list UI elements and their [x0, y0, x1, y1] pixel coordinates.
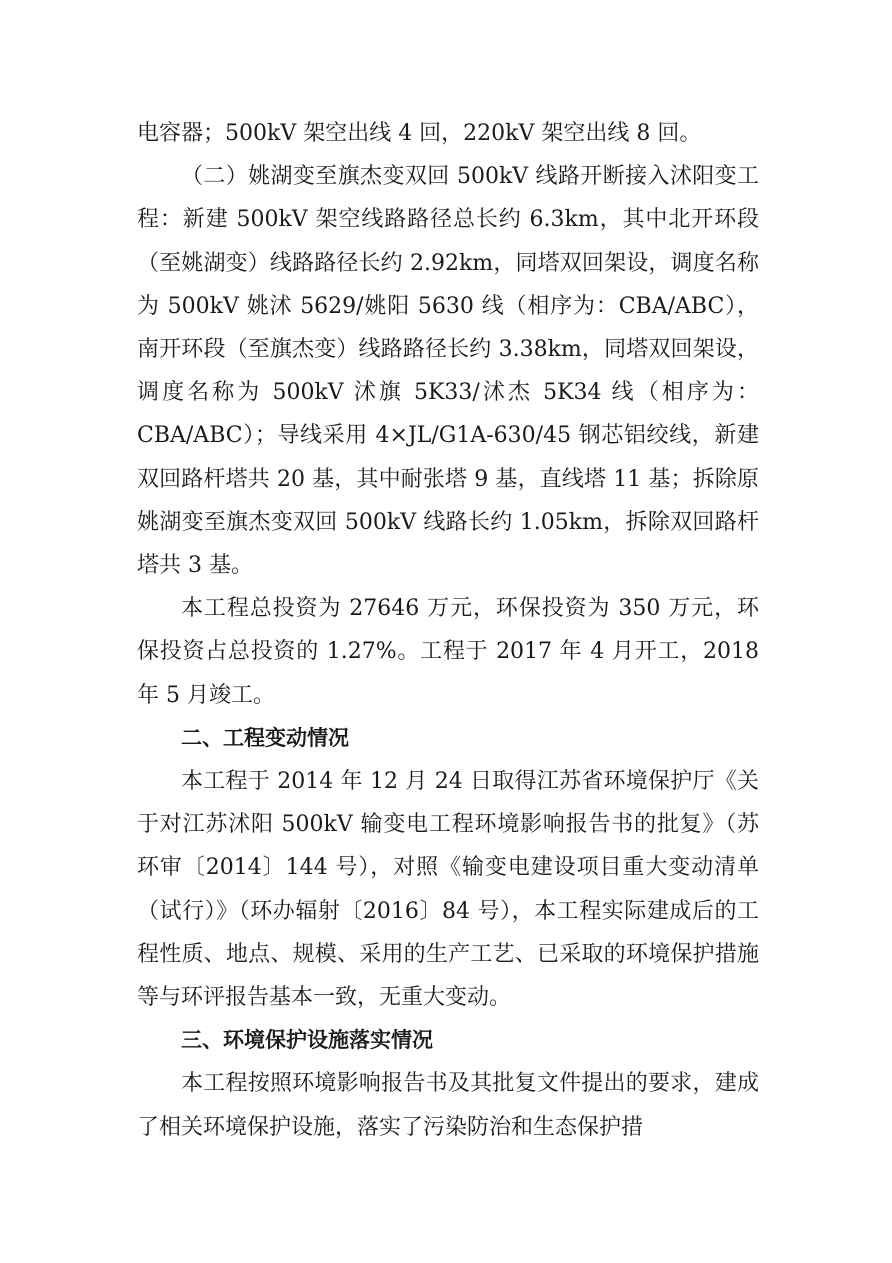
paragraph-line-project: （二）姚湖变至旗杰变双回 500kV 线路开断接入沭阳变工程：新建 500kV 架空线路路径总长约 6.3km，其中北开环段（至姚湖变）线路路径长约 2.92km，同塔双回架设，调度名称为 500kV 姚沭 5629/姚阳 5630 线（相序为：CBA/ABC），南开环段（至旗杰变）线路路径长约 3.38km，同塔双回架设，调度名称为 500kV 沭旗 5K33/沭杰 5K34 线（相序为：CBA/ABC）；导线采用 4×JL/G1A-630/45 钢芯铝绞线，新建双回路杆塔共 20 基，其中耐张塔 9 基，直线塔 11 基；拆除原姚湖变至旗杰变双回 500kV 线路长约 1.05km，拆除双回路杆塔共 3 基。	[137, 164, 759, 579]
document-body	[137, 112, 759, 1149]
section-heading-protection: 三、环境保护设施落实情况	[181, 1028, 433, 1053]
paragraph-continuation: 电容器；500kV 架空出线 4 回，220kV 架空出线 8 回。	[137, 121, 702, 146]
paragraph-protection: 本工程按照环境影响报告书及其批复文件提出的要求，建成了相关环境保护设施，落实了污染防治和生态保护措	[137, 1071, 759, 1140]
paragraph-changes: 本工程于 2014 年 12 月 24 日取得江苏省环境保护厅《关于对江苏沭阳 500kV 输变电工程环境影响报告书的批复》（苏环审〔2014〕144 号），对照《输变电建设项目重大变动清单（试行）》（环办辐射〔2016〕84 号），本工程实际建成后的工程性质、地点、规模、采用的生产工艺、已采取的环境保护措施等与环评报告基本一致，无重大变动。	[137, 769, 759, 1011]
paragraph-investment: 本工程总投资为 27646 万元，环保投资为 350 万元，环保投资占总投资的 1.27%。工程于 2017 年 4 月开工，2018 年 5 月竣工。	[137, 596, 759, 708]
section-heading-changes: 二、工程变动情况	[181, 725, 349, 750]
